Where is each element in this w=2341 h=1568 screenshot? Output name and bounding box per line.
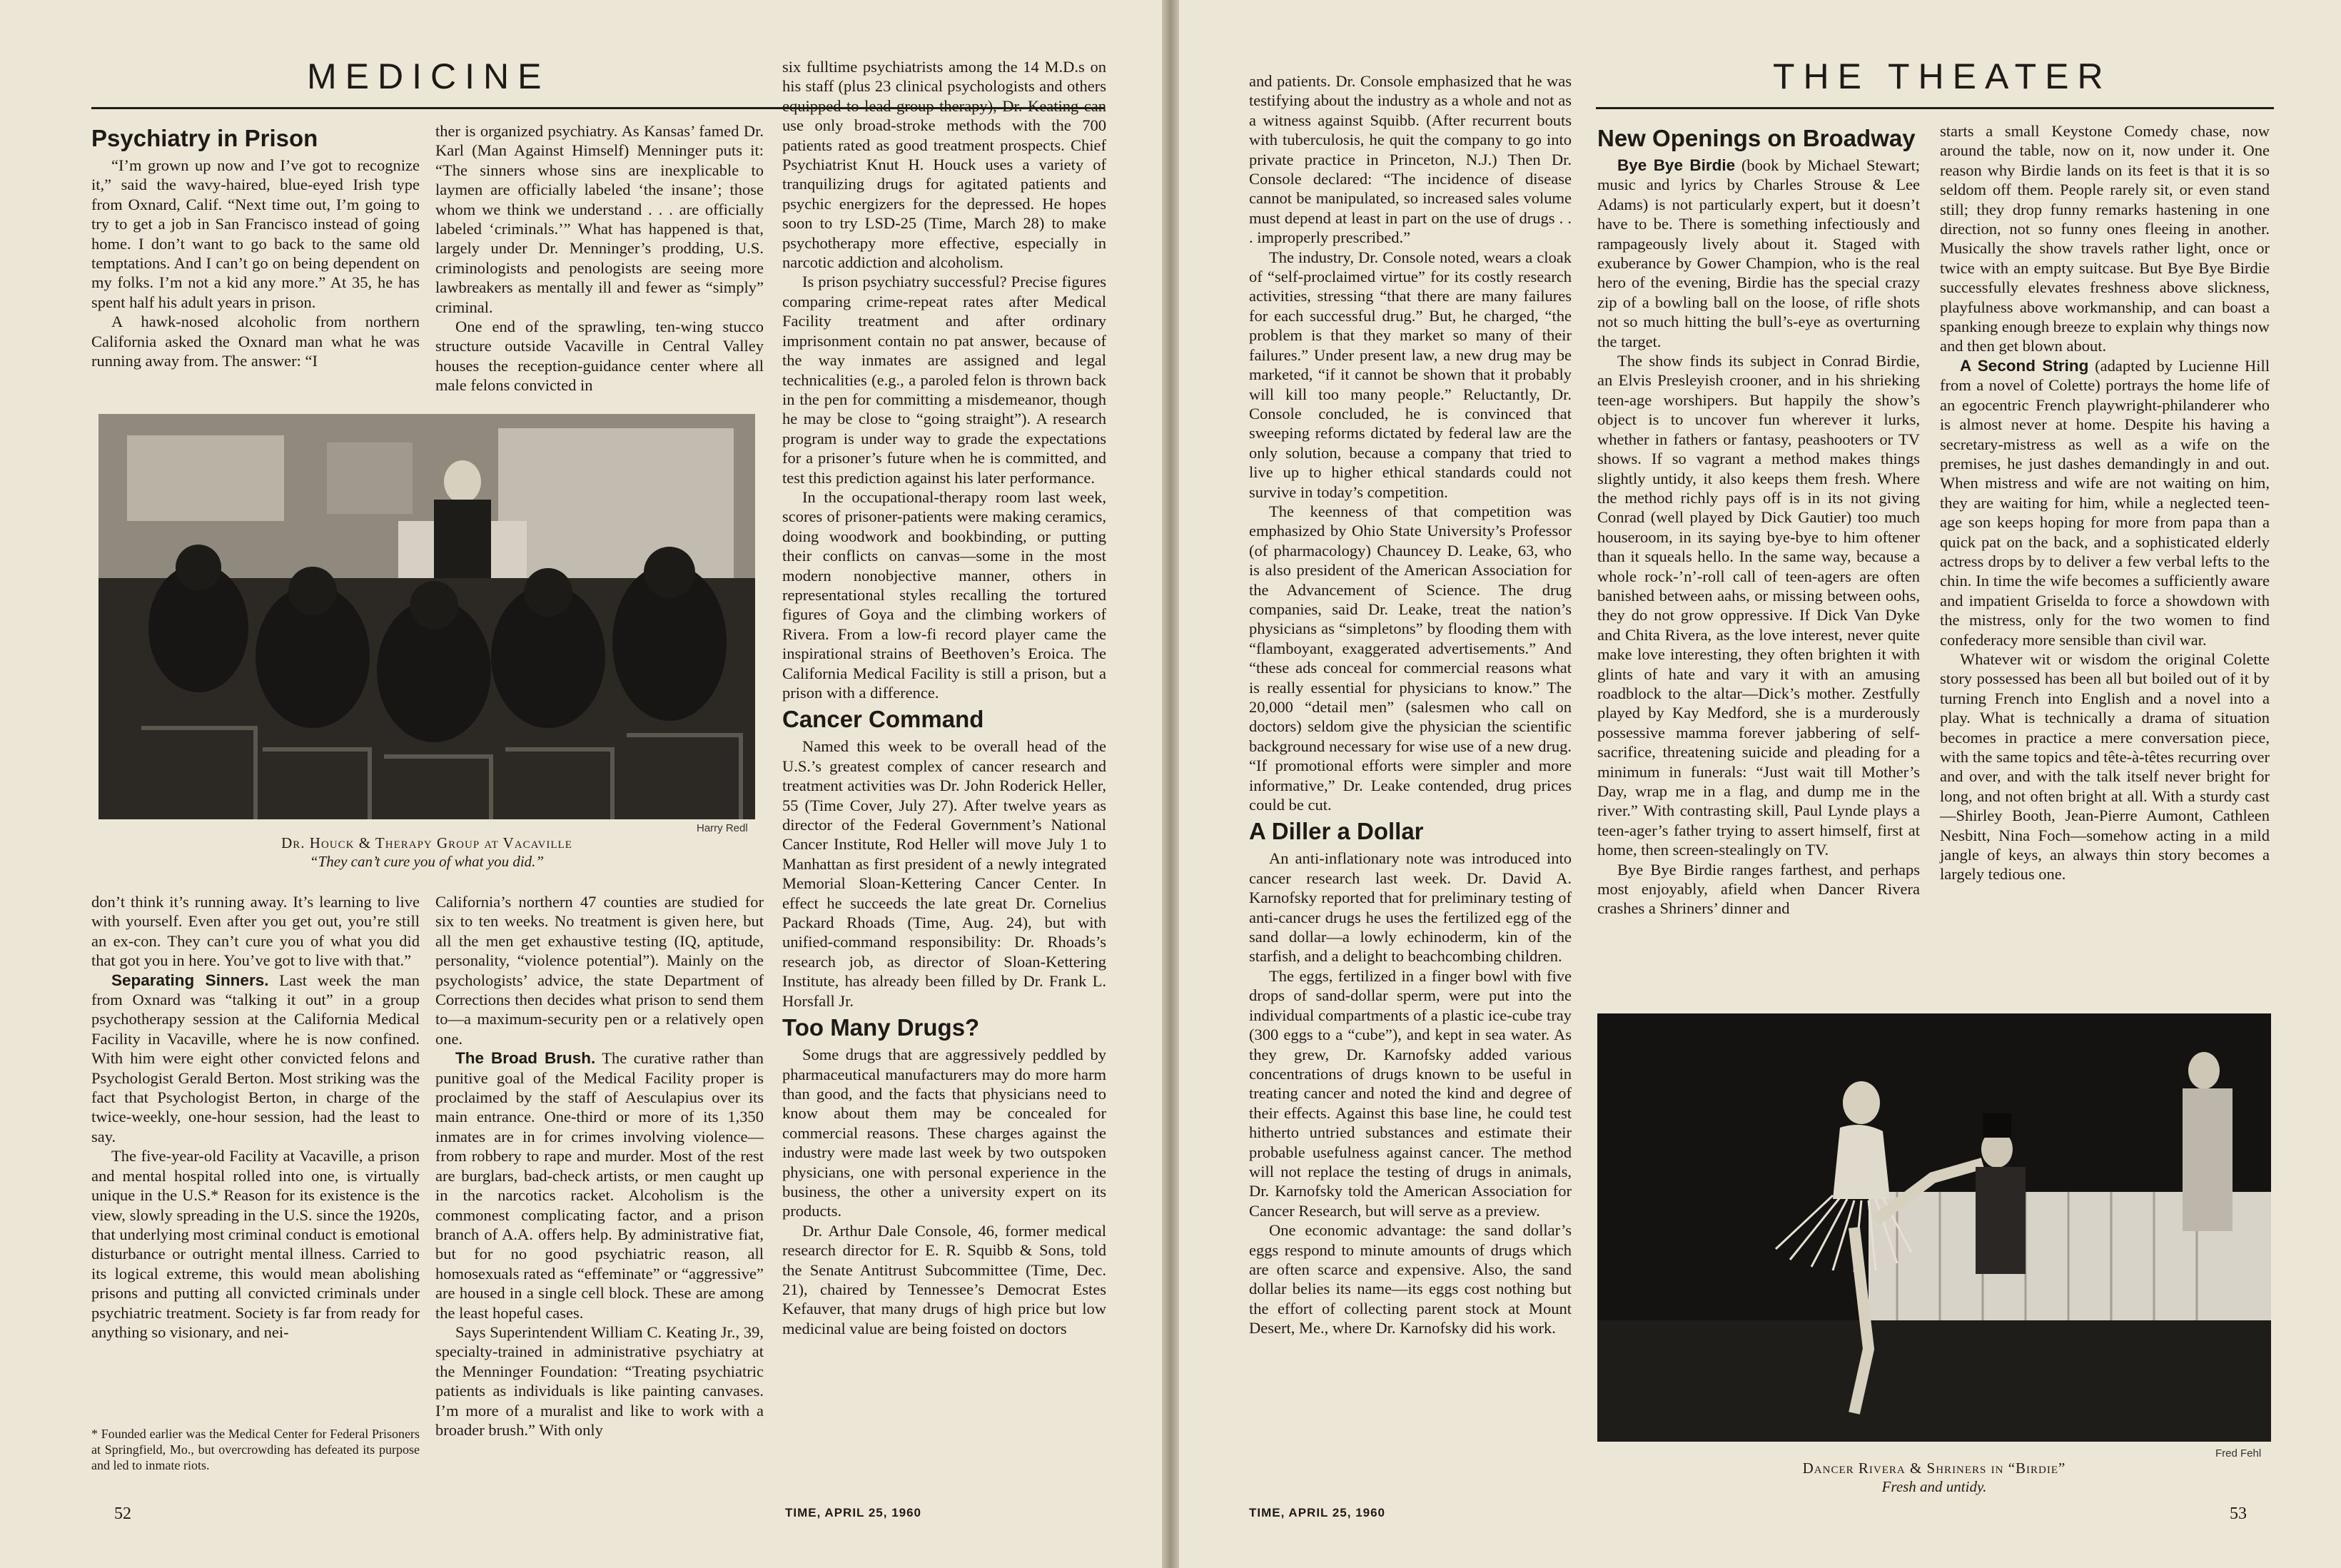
psychiatry-col2-top <box>435 121 764 395</box>
paragraph: Some drugs that are aggressively peddled by pharmaceutical manufacturers may do more harm than good, and the facts that physicians need to know about them may be concealed for commercial reasons. These charges against the industry were made last week by two outspoken physicians, one with personal experience in the business, the other a university expert on its products. <box>782 1046 1106 1220</box>
dancer-image <box>1597 1013 2271 1442</box>
paragraph: Named this week to be overall head of the U.S.’s greatest complex of cancer research and treatment activities was Dr. John Roderick Heller, 55 (Time Cover, July 27). After twelve years as director of the Federal Government’s National Cancer Institute, Rod Heller will move July 1 to Manhattan as first president of a newly integrated Memorial Sloan-Kettering Cancer Center. In effect he succeeds the late great Dr. Cornelius Packard Rhoads (Time, Aug. 24), but with unified-command responsibility: Dr. Rhoads’s research job, as director of Sloan-Kettering Institute, has already been filled by Dr. Frank L. Horsfall Jr. <box>782 737 1106 1010</box>
paragraph: Is prison psychiatry successful? Precise figures comparing crime-repeat rates after Medical Facility treatment and after ordinary imprisonment contain no pat answer, because of the way inmates are assigned and legal technicalities (e.g., a paroled felon is thrown back in the pen for committing a misdemeanor, though he may be close to “going straight”). A research program is under way to grade the expectations for a prisoner’s future when he is committed, and test this prediction against his later performance. <box>782 273 1106 487</box>
subhead-broad-brush: The Broad Brush. <box>455 1049 596 1068</box>
show-title-birdie: Bye Bye Birdie <box>1617 156 1736 174</box>
headline-diller: A Diller a Dollar <box>1249 818 1424 845</box>
paragraph-text: (adapted by Lucienne Hill from a novel of Colette) portrays the home life of an egocentric French playwright-philanderer who is almost never at home. Despite his having a secretary-mistress as well as a wife on the premises, he just dashes demandingly in and out. When mistress and wife are not waiting on him, they are waiting for him, while a neglected teen-age son keeps hoping for more from papa than a quick pat on the back, and a sophisticated elderly actress drops by to deliver a few verbal lefts to the chin. In time the wife becomes a sufficiently aware and impatient Griselda to force a showdown with the mistress, only for the two women to find confederacy more sensible than civil war. <box>1940 356 2270 649</box>
photo-caption <box>1597 1459 2271 1496</box>
paragraph: The five-year-old Facility at Vacaville, a prison and mental hospital rolled into one, is virtually unique in the U.S.* Reason for its existence is the view, slowly spreading in the U.S. since the 1920s, that underlying most criminal conduct is emotional disturbance or outright mental illness. Carried to its logical extreme, this would mean abolishing prisons and putting all convicted criminals under psychiatric treatment. Society is far from ready for anything so visionary, and nei- <box>91 1147 420 1341</box>
page-footer-right: TIME, APRIL 25, 1960 <box>1249 1506 1386 1519</box>
psychiatry-col3 <box>782 57 1106 1338</box>
left-page <box>0 0 1162 1568</box>
paragraph: One economic advantage: the sand dollar’s eggs respond to minute amounts of drugs which are often scarce and expensive. Also, the sand dollar belies its name—its eggs cost nothing but the effort of collecting parent stock at Mount Desert, Me., where Dr. Karnofsky did his work. <box>1249 1221 1572 1337</box>
paragraph: In the occupational-therapy room last week, scores of prisoner-patients were making ceramics, doing woodwork and bookbinding, or putting their conflicts on canvas—some in the most modern nonobjective manner, others in representational styles recalling the tortured figures of Goya and the climbing workers of Rivera. From a low-fi record player came the inspirational strains of Beethoven’s Eroica. The California Medical Facility is still a prison, but a prison with a difference. <box>782 487 1106 702</box>
paragraph-text: The curative rather than punitive goal of the Medical Facility proper is proclaimed by the staff of Aesculapius over its main entrance. One-third or more of its 1,350 inmates are in for crimes involving violence—from robbery to rape and murder. Most of the rest are burglars, bad-check artists, or men caught up in the narcotics racket. Alcoholism is the commonest complicating factor, and a prison branch of A.A. offers help. By administrative fiat, but for no good psychiatric reason, all homosexuals rated as “effeminate” or “aggressive” are housed in a single cell block. These are among the least hopeful cases. <box>435 1049 764 1322</box>
drugs-continued-col <box>1249 71 1572 1338</box>
paragraph: six fulltime psychiatrists among the 14 M.D.s on his staff (plus 23 clinical psychologists and others equipped to lead group therapy), Dr. Keating can use only broad-stroke methods with the 700 patients rated as good treatment prospects. Chief Psychiatrist Knut H. Houck uses a variety of tranquilizing drugs for agitated patients and psychic energizers for the depressed. He hopes soon to try LSD-25 (Time, March 28) to make psychotherapy more effective, especially in narcotic addiction and alcoholism. <box>782 58 1106 272</box>
paragraph: California’s northern 47 counties are studied for six to ten weeks. No treatment is given here, but all the men get exhaustive testing (IQ, aptitude, personality, “violence potential”). Mainly on the psychologists’ advice, the state Department of Corrections then decides what prison to send them to—a maximum-security pen or a relatively open one. <box>435 893 764 1048</box>
therapy-group-photo <box>98 414 755 819</box>
page-number-left: 52 <box>114 1504 131 1523</box>
caption-title: Dancer Rivera & Shriners in “Birdie” <box>1802 1460 2066 1477</box>
photo-caption <box>98 834 755 871</box>
paragraph: ther is organized psychiatry. As Kansas’ famed Dr. Karl (Man Against Himself) Menninger puts it: “The sinners whose sins are inexplicable to laymen are officially labeled ‘the insane’; those whom we think we understand . . . are officially labeled ‘criminals.’” What has happened is that, largely under Dr. Menninger’s prodding, U.S. criminologists and penologists are seeing more lawbreakers as mentally ill and fewer as “simply” criminal. <box>435 122 764 316</box>
paragraph <box>435 1048 764 1322</box>
paragraph <box>91 971 420 1147</box>
page-number-right: 53 <box>2230 1504 2247 1523</box>
psychiatry-col1-bottom <box>91 892 420 1342</box>
paragraph: The keenness of that competition was emphasized by Ohio State University’s Professor (of pharmacology) Chauncey D. Leake, 63, who is also president of the American Association for the Advancement of Science. The drug companies, said Dr. Leake, treat the nation’s physicians as “simpletons” by flooding them with “flamboyant, exaggerated advertisements.” And “these ads conceal for commercial reasons what is really essential for physicians to know.” The 20,000 “detail men” (salesmen who call on doctors) seldom give the physician the scientific background necessary for wise use of a new drug. “If promotional efforts were simpler and more informative,” Dr. Leake contended, drug prices could be cut. <box>1249 502 1572 814</box>
caption-title: Dr. Houck & Therapy Group at Vacaville <box>281 834 572 851</box>
paragraph: “I’m grown up now and I’ve got to recognize it,” said the wavy-haired, blue-eyed Irish type from Oxnard, Calif. “Next time out, I’m going to try to get a job in San Francisco instead of going home. I don’t want to go back to the same old temptations. And I can’t go on being dependent on my folks. I’m not a kid any more.” At 35, he has spent half his adult years in prison. <box>91 156 420 311</box>
caption-subtitle: Fresh and untidy. <box>1881 1478 1987 1495</box>
right-page <box>1179 0 2341 1568</box>
show-title-second-string: A Second String <box>1960 356 2089 375</box>
paragraph: Dr. Arthur Dale Console, 46, former medical research director for E. R. Squibb & Sons, told the Senate Antitrust Subcommittee (Time, Dec. 21), chaired by Tennessee’s Democrat Estes Kefauver, that many drugs of high price but low medicinal value are being foisted on doctors <box>782 1221 1106 1337</box>
section-title-theater: THE THEATER <box>1773 56 2112 96</box>
caption-quote: “They can’t cure you of what you did.” <box>309 853 545 870</box>
photo-credit: Fred Fehl <box>2215 1447 2262 1460</box>
paragraph-text: Last week the man from Oxnard was “talking it out” in a group psychotherapy session at the California Medical Facility in Vacaville, where he is now confined. With him were eight other convicted felons and Psychologist Gerald Berton. Most striking was the fact that Psychologist Berton, in charge of the twice-weekly, one-hour session, had the least to say. <box>91 971 420 1145</box>
paragraph: Says Superintendent William C. Keating Jr., 39, specialty-trained in administrative psychiatry at the Menninger Foundation: “Treating psychiatric patients as individuals is like painting canvases. I’m more of a muralist and like to work with a broader brush.” With only <box>435 1322 764 1439</box>
paragraph: Bye Bye Birdie ranges farthest, and perhaps most enjoyably, afield when Dancer Rivera crashes a Shriners’ dinner and <box>1597 860 1920 918</box>
paragraph: A hawk-nosed alcoholic from northern California asked the Oxnard man what he was running away from. The answer: “I <box>91 313 420 370</box>
psychiatry-col1-top <box>91 121 420 370</box>
page-footer-left: TIME, APRIL 25, 1960 <box>785 1506 922 1519</box>
photo-credit: Harry Redl <box>697 822 748 834</box>
therapy-group-image <box>98 414 755 819</box>
headline-drugs: Too Many Drugs? <box>782 1014 980 1041</box>
paragraph <box>1940 356 2270 649</box>
psychiatry-col2-bottom <box>435 892 764 1440</box>
section-rule <box>1596 107 2274 109</box>
paragraph-text: (book by Michael Stewart; music and lyrics by Charles Strouse & Lee Adams) is not particularly expert, but it doesn’t have to be. There is something infectiously and rampageously lively about it. Staged with exuberance by Gower Champion, who is the real hero of the evening, Birdie has the special crazy zip of a bowling ball on the loose, of rifle shots not so much hitting the bull’s-eye as overturning the target. <box>1597 156 1920 350</box>
paragraph: An anti-inflationary note was introduced into cancer research last week. Dr. David A. Karnofsky reported that for preliminary testing of anti-cancer drugs he uses the fertilized egg of the sand dollar—a lowly echinoderm, kin of the starfish, and a delight to beachcombing children. <box>1249 849 1572 966</box>
paragraph: One end of the sprawling, ten-wing stucco structure outside Vacaville in Central Valley houses the reception-guidance center where all male felons convicted in <box>435 318 764 395</box>
paragraph: starts a small Keystone Comedy chase, now around the table, now on it, now under it. One reason why Birdie lands on its feet is that it is so seldom off them. People rarely sit, or even stand still; they drop funny remarks hastening in one direction, not so funny ones fleeing in another. Musically the show travels rather light, once or twice with an empty suitcase. But Bye Bye Birdie successfully elevates freshness above slickness, playfulness above workmanship, and can boast a spanking enough breeze to explain why things now and then get blown about. <box>1940 122 2270 355</box>
footnote: * Founded earlier was the Medical Center for Federal Prisoners at Springfield, Mo., but overcrowding has defeated its purpose and led to inmate riots. <box>91 1427 420 1472</box>
spine-gutter <box>1162 0 1179 1568</box>
section-title-medicine: MEDICINE <box>307 56 550 96</box>
paragraph: and patients. Dr. Console emphasized that he was testifying about the industry as a whole and not as a witness against Squibb. (After recurrent bouts with tuberculosis, he quit the company to go into private practice in Princeton, N.J.) Then Dr. Console declared: “The incidence of disease cannot be manipulated, so increased sales volume must depend at least in part on the use of drugs . . . improperly prescribed.” <box>1249 72 1572 247</box>
broadway-col2 <box>1940 121 2270 884</box>
headline-psychiatry: Psychiatry in Prison <box>91 125 318 151</box>
paragraph <box>1597 156 1920 351</box>
dancer-photo <box>1597 1013 2271 1442</box>
subhead-separating: Separating Sinners. <box>111 971 269 989</box>
paragraph: Whatever wit or wisdom the original Colette story possessed has been all but boiled out of it by turning French into English and a novel into a play. What is technically a drama of situation becomes in practice a mere conversation piece, with the same topics and tête-à-têtes recurring over and over, and with the talk itself never bright for long, and not often bright at all. With a sturdy cast—Shirley Booth, Jean-Pierre Aumont, Cathleen Nesbitt, Nina Foch—somehow acting in a mild jangle of keys, an always thin story becomes a largely tedious one. <box>1940 649 2270 884</box>
paragraph: The industry, Dr. Console noted, wears a cloak of “self-proclaimed virtue” for its costly research activities, stressing “that there are many failures for each successful drug.” But, he charged, “the problem is that they market so many of their failures.” Under present law, a new drug may be marketed, “if it cannot be shown that it probably will kill too many people.” Reluctantly, Dr. Console concluded, he is convinced that sweeping reforms dictated by federal law are the only solution, because a company that tried to live up to higher ethical standards could not survive in today’s competition. <box>1249 248 1572 501</box>
paragraph: The eggs, fertilized in a finger bowl with five drops of sand-dollar sperm, were put into the individual compartments of a plastic ice-cube tray (300 eggs to a “cube”), and kept in sea water. As they grew, Dr. Karnofsky added various concentrations of drugs known to be useful in treating cancer and noted the kind and degree of their effects. Against this base line, he could test hitherto untried substances and estimate their probable usefulness against cancer. The method will not replace the testing of drugs in animals, Dr. Karnofsky told the American Association for Cancer Research, but will serve as a preview. <box>1249 966 1572 1220</box>
paragraph: don’t think it’s running away. It’s learning to live with yourself. Even after you get out, you’re still an ex-con. They can’t cure you of what you did that got you in here. You’ve got to live with that.” <box>91 893 420 970</box>
paragraph: The show finds its subject in Conrad Birdie, an Elvis Presleyish crooner, and in his shrieking teen-age worshipers. But happily the show’s object is to uncover fun wherever it lurks, whether in fathers or fantasy, peashooters or TV shows. If so vagrant a method makes things slightly untidy, it also keeps them fresh. Where the method richly pays off is in its not giving Conrad (well played by Dick Gautier) too much houseroom, in its saying bye-bye to him oftener than it squeals hello. In the same way, because a whole rock-’n’-roll call of teen-agers are often banished between aahs, or missing between oohs, they do not grow oppressive. If Dick Van Dyke and Chita Rivera, as the love interest, never quite make love interesting, they often brighten it with glints of hate and vary it with an amusing roadblock to the altar—Dick’s mother. Zestfully played by Kay Medford, she is a murderously possessive mamma forever jabbering of self-sacrifice, threatening suicide and pleading for a minimum in funerals: “Just wait till Mother’s Day, wrap me in a flag, and dump me in the river.” With contrasting skill, Paul Lynde plays a teen-ager’s father trying to assert himself, first at home, then screen-stealingly on TV. <box>1597 352 1920 859</box>
broadway-col1 <box>1597 121 1920 919</box>
headline-broadway: New Openings on Broadway <box>1597 125 1916 151</box>
headline-cancer: Cancer Command <box>782 706 984 733</box>
